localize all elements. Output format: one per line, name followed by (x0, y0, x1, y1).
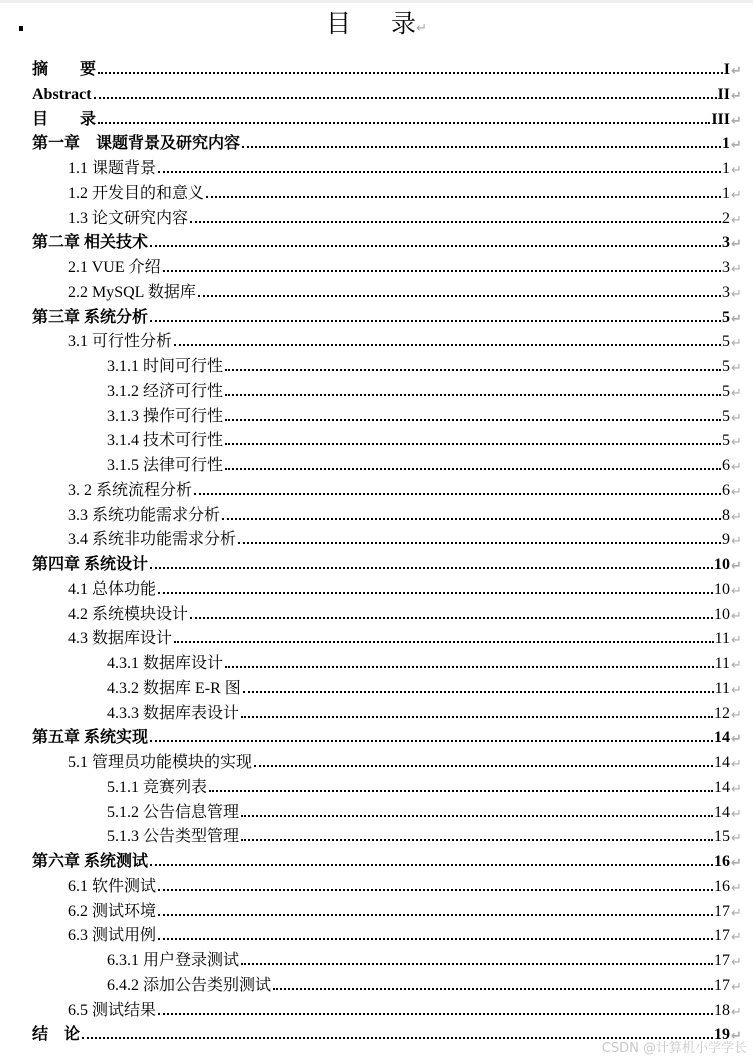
toc-entry-page: 8 (722, 506, 730, 524)
toc-entry-page: 17 (714, 927, 730, 945)
toc-entry-page: 17 (714, 952, 730, 969)
toc-entry[interactable] (68, 178, 745, 203)
paragraph-mark-icon: ↵ (731, 435, 742, 451)
toc-entry[interactable] (107, 821, 745, 846)
toc-entry[interactable] (107, 450, 745, 475)
dot-leader (238, 542, 721, 544)
toc-entry-page: 6 (722, 457, 730, 474)
paragraph-mark-icon: ↵ (731, 138, 742, 154)
dot-leader (150, 567, 713, 569)
toc-entry-label: 6.2 测试环境 (68, 902, 157, 920)
toc-entry-page: 10 (714, 605, 730, 623)
toc-entry[interactable] (107, 673, 745, 698)
dot-leader (243, 691, 714, 693)
toc-entry-page: I (723, 61, 730, 78)
toc-title-part2: 录 (391, 9, 417, 38)
toc-entry-label: 摘 要 (32, 61, 97, 78)
toc-entry-label: 4.2 系统模块设计 (68, 605, 189, 623)
paragraph-mark-icon: ↵ (731, 311, 742, 327)
toc-entry[interactable] (107, 648, 745, 673)
dot-leader (150, 245, 721, 247)
toc-entry-label: 5.1.1 竞赛列表 (107, 778, 208, 796)
toc-entry-label: 第一章 课题背景及研究内容 (32, 135, 241, 153)
toc-entry[interactable] (107, 351, 745, 376)
toc-entry-label: 目 录 (32, 110, 97, 128)
toc-entry-page: 3 (722, 234, 730, 252)
toc-entry-page: 14 (714, 778, 730, 796)
toc-entry-page: 11 (714, 679, 730, 697)
dot-leader (225, 468, 721, 470)
paragraph-mark-icon: ↵ (731, 1029, 742, 1045)
paragraph-mark-icon: ↵ (731, 64, 742, 79)
dot-leader (241, 839, 713, 841)
paragraph-mark-icon: ↵ (731, 831, 742, 847)
dot-leader (225, 443, 721, 445)
toc-entry-label: 6.1 软件测试 (68, 877, 157, 895)
dot-leader (198, 295, 721, 297)
paragraph-mark-icon: ↵ (731, 905, 742, 921)
paragraph-mark-icon: ↵ (731, 187, 742, 203)
toc-entry-page: 5 (722, 358, 730, 375)
toc-entry[interactable] (68, 920, 745, 945)
dot-leader (241, 963, 713, 965)
dot-leader (158, 938, 713, 940)
toc-entry-page: III (711, 110, 730, 128)
paragraph-mark-icon: ↵ (731, 163, 742, 178)
toc-entry-page: 10 (714, 556, 730, 573)
toc-entry-label: 6.3.1 用户登录测试 (107, 952, 240, 969)
toc-entry[interactable] (68, 623, 745, 648)
toc-entry-page: II (717, 85, 730, 103)
paragraph-mark-icon: ↵ (731, 583, 742, 599)
toc-entry-label: Abstract (32, 85, 92, 103)
toc-entry-label: 4.1 总体功能 (68, 580, 157, 598)
toc-entry-page: 12 (714, 704, 730, 722)
dot-leader (241, 716, 713, 718)
toc-entry-label: 3.1 可行性分析 (68, 333, 173, 351)
toc-entry[interactable] (32, 302, 745, 327)
paragraph-mark-icon: ↵ (731, 707, 742, 723)
dot-leader (206, 196, 721, 198)
toc-entry[interactable] (68, 326, 745, 351)
toc-entry-page: 5 (722, 333, 730, 351)
toc-entry-page: 14 (714, 803, 730, 821)
toc-entry[interactable] (107, 772, 745, 797)
toc-entry-label: 4.3.1 数据库设计 (107, 655, 224, 672)
dot-leader (190, 221, 721, 223)
paragraph-mark-icon: ↵ (731, 608, 742, 624)
dot-leader (241, 815, 713, 817)
dot-leader (209, 790, 713, 792)
paragraph-mark-icon: ↵ (731, 633, 742, 649)
paragraph-mark-icon: ↵ (731, 484, 742, 500)
toc-entry-label: 4.3 数据库设计 (68, 630, 173, 648)
toc-entry-label: 第四章 系统设计 (32, 556, 149, 573)
toc-entry-page: 11 (714, 655, 730, 672)
toc-entry-label: 5.1.3 公告类型管理 (107, 828, 240, 846)
toc-entry-label: 第五章 系统实现 (32, 729, 149, 747)
toc-entry-label: 6.5 测试结果 (68, 1001, 157, 1019)
toc-entry-page: 3 (722, 283, 730, 301)
toc-entry-page: 17 (714, 902, 730, 920)
toc-entry[interactable] (107, 970, 745, 995)
toc-entry-page: 1 (722, 135, 730, 153)
dot-leader (242, 146, 721, 148)
toc-entry[interactable] (32, 54, 745, 79)
paragraph-mark-icon: ↵ (731, 880, 742, 896)
dot-leader (194, 493, 721, 495)
dot-leader (225, 394, 721, 396)
paragraph-mark-icon: ↵ (731, 1004, 742, 1020)
toc-entry-label: 6.4.2 添加公告类别测试 (107, 976, 272, 994)
toc-entry[interactable] (32, 128, 745, 153)
paragraph-mark-icon: ↵ (731, 732, 742, 748)
toc-entry[interactable] (68, 896, 745, 921)
toc-entry-page: 5 (722, 382, 730, 400)
toc-entry-page: 1 (722, 184, 730, 202)
dot-leader (225, 369, 721, 371)
toc-entry[interactable] (68, 252, 745, 277)
toc-entry[interactable] (32, 104, 745, 129)
dot-leader (150, 740, 713, 742)
paragraph-mark-icon: ↵ (416, 21, 427, 36)
dot-leader (174, 344, 721, 346)
dot-leader (273, 988, 713, 990)
toc-entry-label: 1.3 论文研究内容 (68, 209, 189, 227)
toc-entry-page: 19 (714, 1026, 730, 1044)
toc-entry[interactable] (68, 153, 745, 178)
paragraph-mark-icon: ↵ (731, 806, 742, 822)
toc-entry[interactable] (107, 401, 745, 426)
toc-entry-label: 第六章 系统测试 (32, 853, 149, 870)
dot-leader (158, 889, 713, 891)
paragraph-mark-icon: ↵ (731, 682, 742, 698)
toc-entry-label: 2.1 VUE 介绍 (68, 259, 161, 276)
toc-entry-label: 3. 2 系统流程分析 (68, 481, 193, 499)
toc-entry-label: 第三章 系统分析 (32, 308, 149, 326)
toc-entry-page: 15 (714, 828, 730, 846)
toc-entry[interactable] (68, 747, 745, 772)
paragraph-mark-icon: ↵ (731, 856, 742, 871)
toc-entry[interactable] (68, 524, 745, 549)
paragraph-mark-icon: ↵ (731, 757, 742, 772)
paragraph-mark-icon: ↵ (731, 658, 742, 673)
dot-leader (225, 419, 721, 421)
paragraph-mark-icon: ↵ (731, 212, 742, 228)
toc-entry-page: 11 (714, 630, 730, 648)
toc-entry[interactable] (107, 945, 745, 970)
toc-title-part1: 目 (326, 9, 352, 38)
dot-leader (254, 765, 713, 767)
paragraph-mark-icon: ↵ (731, 930, 742, 946)
dot-leader (150, 320, 721, 322)
toc-entry-page: 17 (714, 976, 730, 994)
toc-entry-label: 2.2 MySQL 数据库 (68, 283, 196, 301)
toc-entry-label: 3.1.2 经济可行性 (107, 382, 224, 400)
toc-entry-page: 5 (722, 407, 730, 425)
paragraph-mark-icon: ↵ (731, 88, 742, 104)
toc-entry-page: 2 (722, 209, 730, 227)
dot-leader (222, 518, 721, 520)
toc-entry-page: 6 (722, 481, 730, 499)
dot-leader (94, 97, 717, 99)
toc-entry-label: 3.1.1 时间可行性 (107, 358, 224, 375)
paragraph-mark-icon: ↵ (731, 509, 742, 525)
toc-entry-page: 18 (714, 1001, 730, 1019)
toc-entry-label: 1.1 课题背景 (68, 160, 157, 177)
toc-entry-label: 第二章 相关技术 (32, 234, 149, 252)
dot-leader (158, 1013, 713, 1015)
paragraph-mark-icon: ↵ (731, 113, 742, 129)
toc-entry-label: 3.4 系统非功能需求分析 (68, 531, 237, 549)
paragraph-mark-icon: ↵ (731, 385, 742, 401)
toc-entry[interactable] (68, 871, 745, 896)
paragraph-mark-icon: ↵ (731, 410, 742, 426)
toc-entry-page: 16 (714, 853, 730, 870)
toc-entry-page: 5 (722, 308, 730, 326)
toc-entry-label: 3.1.4 技术可行性 (107, 432, 224, 450)
toc-entry-label: 4.3.2 数据库 E-R 图 (107, 679, 241, 697)
watermark: CSDN @计算机小学学长 (601, 1041, 747, 1056)
toc-entry[interactable] (107, 425, 745, 450)
toc-entry[interactable] (107, 376, 745, 401)
toc-entry-page: 14 (714, 754, 730, 771)
page-top-edge (0, 0, 753, 3)
toc-entry[interactable] (32, 846, 745, 871)
toc-entry-label: 5.1 管理员功能模块的实现 (68, 754, 253, 771)
dot-leader (174, 641, 714, 643)
dot-leader (190, 617, 713, 619)
toc-entry-label: 3.1.3 操作可行性 (107, 407, 224, 425)
toc-entry-page: 10 (714, 580, 730, 598)
toc-entry-label: 6.3 测试用例 (68, 927, 157, 945)
toc-entry-page: 1 (722, 160, 730, 177)
paragraph-mark-icon: ↵ (731, 534, 742, 550)
toc-entry[interactable] (32, 722, 745, 747)
paragraph-mark-icon: ↵ (731, 955, 742, 970)
paragraph-mark-icon: ↵ (731, 237, 742, 253)
paragraph-mark-icon: ↵ (731, 559, 742, 574)
toc-entry-page: 3 (722, 259, 730, 276)
toc-entry[interactable] (68, 574, 745, 599)
dot-leader (163, 270, 721, 272)
paragraph-mark-icon: ↵ (731, 286, 742, 302)
toc-entry[interactable] (32, 79, 745, 104)
paragraph-mark-icon: ↵ (731, 262, 742, 277)
toc-entry[interactable] (68, 500, 745, 525)
paragraph-mark-icon: ↵ (731, 979, 742, 995)
toc-entry[interactable] (32, 549, 745, 574)
toc-entry[interactable] (68, 203, 745, 228)
toc-entry-page: 14 (714, 729, 730, 747)
dot-leader (158, 914, 713, 916)
toc-entry[interactable] (32, 227, 745, 252)
toc-entry[interactable] (68, 599, 745, 624)
toc-entry-label: 结 论 (32, 1026, 81, 1044)
toc-title (0, 4, 753, 40)
toc-entry[interactable] (68, 995, 745, 1020)
toc-entry-label: 3.3 系统功能需求分析 (68, 506, 221, 524)
toc-entry[interactable] (68, 475, 745, 500)
toc-entry[interactable] (107, 797, 745, 822)
paragraph-mark-icon: ↵ (731, 781, 742, 797)
dot-leader (98, 72, 723, 74)
toc-entry-page: 5 (722, 432, 730, 450)
dot-leader (158, 592, 713, 594)
toc-entry-label: 3.1.5 法律可行性 (107, 457, 224, 474)
toc-entry-label: 5.1.2 公告信息管理 (107, 803, 240, 821)
paragraph-mark-icon: ↵ (731, 336, 742, 352)
toc-entry-label: 1.2 开发目的和意义 (68, 184, 205, 202)
toc-entry-page: 9 (722, 531, 730, 549)
toc-entry-label: 4.3.3 数据库表设计 (107, 704, 240, 722)
dot-leader (150, 864, 713, 866)
toc-entry[interactable] (107, 698, 745, 723)
dot-leader (98, 122, 710, 124)
dot-leader (158, 171, 721, 173)
toc-entry[interactable] (68, 277, 745, 302)
paragraph-mark-icon: ↵ (731, 460, 742, 475)
paragraph-mark-icon: ↵ (731, 361, 742, 376)
toc-entry-page: 16 (714, 877, 730, 895)
dot-leader (225, 666, 714, 668)
